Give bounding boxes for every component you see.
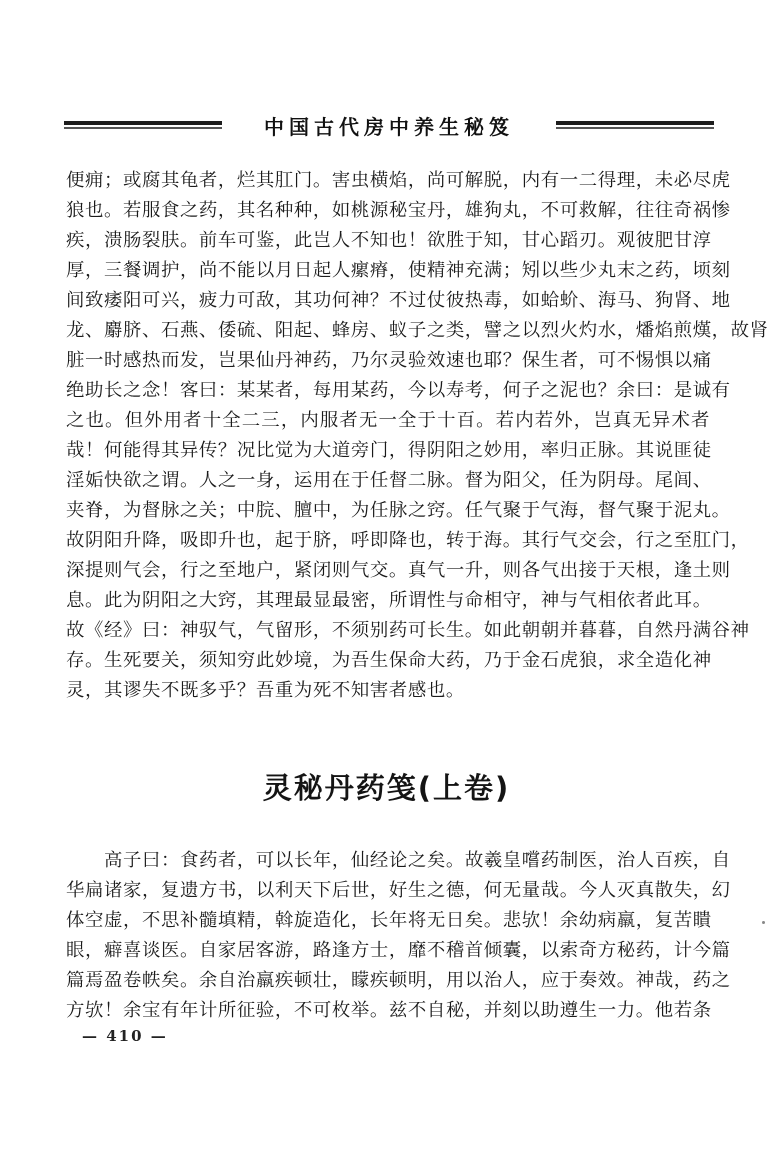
text-line: 绝助长之念！客曰：某某者，每用某药，今以寿考，何子之泥也？余曰：是诚有: [66, 380, 731, 401]
text-line: 华扁诸家，复遗方书，以利天下后世，好生之德，何无量哉。今人灭真散失，幻: [66, 880, 731, 901]
header-title: 中国古代房中养生秘笈: [264, 114, 514, 139]
text-line: 厚，三餐调护，尚不能以月日起人瘰瘠，使精神充满；矧以些少丸末之药，顷刻: [66, 260, 731, 281]
text-line: 方欤！余宝有年计所征验，不可枚举。兹不自秘，并刻以助遵生一力。他若条: [66, 1000, 712, 1021]
text-line: 脏一时感热而发，岂果仙丹神药，乃尔灵验效速也耶？保生者，可不惕惧以痛: [66, 350, 712, 371]
text-line: 体空虚，不思补髓填精，斡旋造化，长年将无日矣。悲欤！余幼病羸，复苦瞶: [66, 910, 712, 931]
text-line: 狼也。若服食之药，其名种种，如桃源秘宝丹，雄狗丸，不可救解，往往奇祸惨: [66, 200, 731, 221]
text-line: 眼，癖喜谈医。自家居客游，路逢方士，靡不稽首倾囊，以索奇方秘药，计今篇: [66, 940, 731, 961]
section-paragraph: [66, 846, 731, 1026]
text-line: 之也。但外用者十全二三，内服者无一全于十百。若内若外，岂真无异术者: [66, 410, 710, 431]
text-line: 故《经》曰：神驭气，气留形，不须别药可长生。如此朝朝并暮暮，自然丹满谷神: [66, 620, 750, 641]
section-title: 灵秘丹药笺(上卷): [262, 771, 511, 805]
page-number: — 410 —: [82, 1027, 168, 1045]
text-line: 哉！何能得其异传？况比觉为大道旁门，得阴阳之妙用，率归正脉。其说匪徒: [66, 440, 712, 461]
body-paragraph: [66, 166, 769, 706]
text-line: 灵，其谬失不既多乎？吾重为死不知害者感也。: [66, 680, 465, 701]
text-line: 疾，溃肠裂肤。前车可鉴，此岂人不知也！欲胜于知，甘心蹈刃。观彼肥甘淳: [66, 230, 712, 251]
text-line: 便痈；或腐其龟者，烂其肛门。害虫横焰，尚可解脱，内有一二得理，未必尽虎: [66, 170, 731, 191]
header-rule-left: [64, 120, 222, 130]
text-line: 淫姤快欲之谓。人之一身，运用在于任督二脉。督为阳父，任为阴母。尾闾、: [66, 470, 712, 491]
text-line: 间致痿阳可兴，疲力可敌，其功何神？不过仗彼热毒，如蛤蚧、海马、狗肾、地: [66, 290, 731, 311]
text-line: 息。此为阴阳之大窍，其理最显最密，所谓性与命相守，神与气相依者此耳。: [66, 590, 712, 611]
text-line: 深提则气会，行之至地户，紧闭则气交。真气一升，则各气出接于天根，逢土则: [66, 560, 731, 581]
text-line: 高子曰：食药者，可以长年，仙经论之矣。故羲皇嚐药制医，治人百疾，自: [104, 850, 731, 871]
text-line: 存。生死要关，须知穷此妙境，为吾生保命大药，乃于金石虎狼，求全造化神: [66, 650, 712, 671]
scan-speck: [762, 921, 765, 924]
text-line: 龙、麝脐、石燕、倭硫、阳起、蜂房、蚁子之类，譬之以烈火灼水，燔焰煎熯，故肾: [66, 320, 769, 341]
text-line: 夹脊，为督脉之关；中脘、膻中，为任脉之窍。任气聚于气海，督气聚于泥丸。: [66, 500, 731, 521]
text-line: 故阴阳升降，吸即升也，起于脐，呼即降也，转于海。其行气交会，行之至肛门，: [66, 530, 750, 551]
header-rule-right: [556, 120, 714, 130]
running-header: [64, 112, 714, 138]
text-line: 篇焉盈卷帙矣。余自治羸疾顿壮，矇疾顿明，用以治人，应于奏效。神哉，药之: [66, 970, 731, 991]
